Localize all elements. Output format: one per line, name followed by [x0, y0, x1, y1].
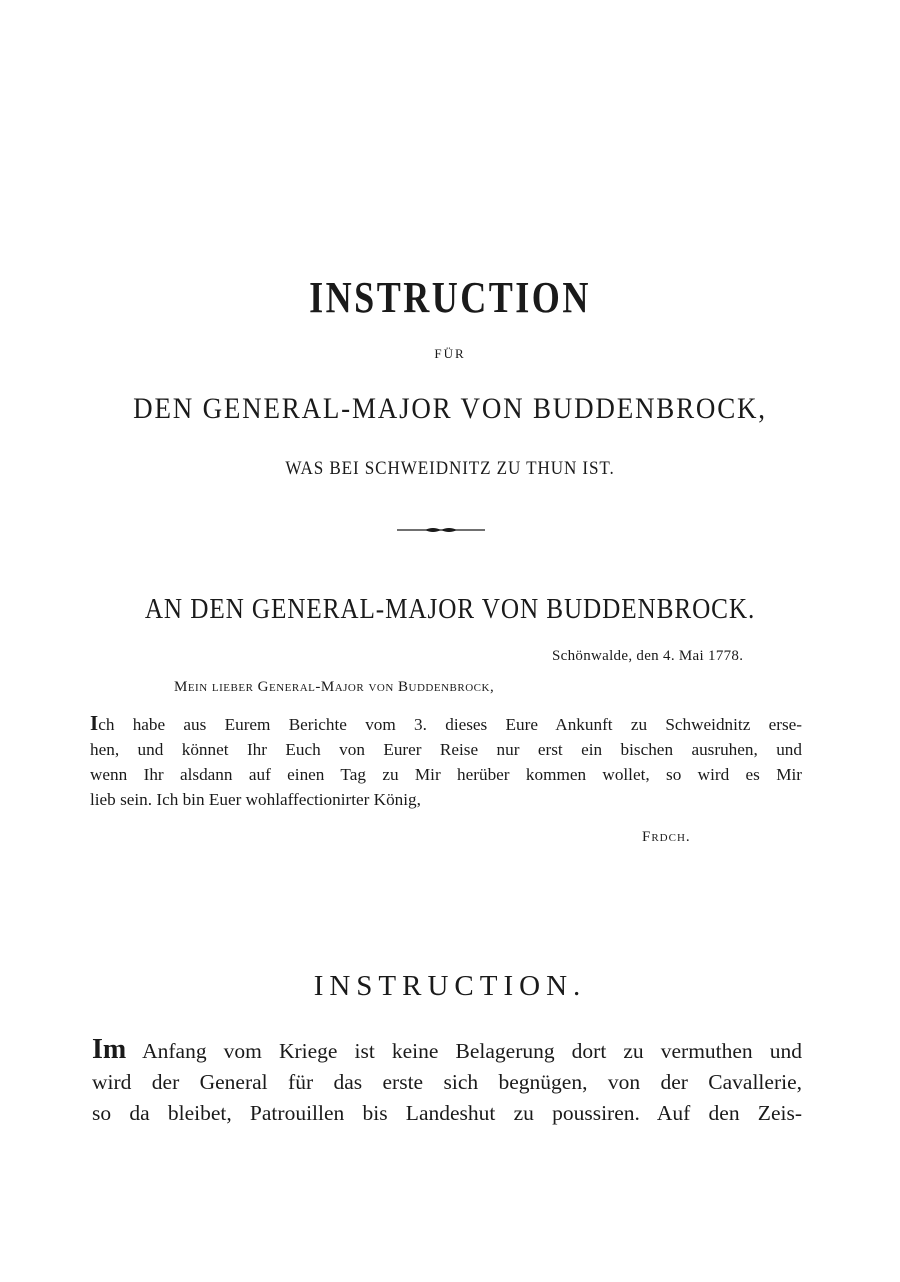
instruction-line: [92, 1034, 802, 1067]
instruction-line-text: Anfang vom Kriege ist keine Belagerung dort zu vermuthen und: [126, 1039, 802, 1063]
letter-line: lieb sein. Ich bin Euer wohlaffectionirter König,: [90, 790, 421, 809]
letter-body: [90, 711, 802, 812]
letter-line: wenn Ihr alsdann auf einen Tag zu Mir herüber kommen wollet, so wird es Mir: [90, 765, 802, 784]
letter-heading: AN DEN GENERAL-MAJOR VON BUDDENBROCK.: [144, 594, 756, 625]
title-subject: WAS BEI SCHWEIDNITZ ZU THUN IST.: [285, 458, 615, 479]
instruction-body: [92, 1034, 802, 1129]
letter-line: hen, und könnet Ihr Euch von Eurer Reise nur erst ein bischen ausruhen, und: [90, 740, 802, 759]
instruction-line: so da bleibet, Patrouillen bis Landeshut zu poussiren. Auf den Zeis-: [92, 1101, 802, 1125]
title-fur: FÜR: [434, 346, 466, 361]
instruction-initial: Im: [92, 1034, 127, 1065]
letter-line: [90, 711, 802, 737]
title-recipient: DEN GENERAL-MAJOR VON BUDDENBROCK,: [133, 392, 767, 425]
letter-salutation: Mein lieber General-Major von Buddenbrock,: [174, 679, 495, 695]
letter-signature: Frdch.: [642, 829, 691, 845]
instruction-line: wird der General für das erste sich begnügen, von der Cavallerie,: [92, 1070, 802, 1094]
letter-date: Schönwalde, den 4. Mai 1778.: [552, 648, 744, 664]
page-title: INSTRUCTION: [309, 273, 591, 322]
letter-line-text: ch habe aus Eurem Berichte vom 3. dieses Eure Ankunft zu Schweidnitz erse-: [98, 715, 802, 734]
decorative-rule-icon: [395, 525, 487, 535]
letter-initial: I: [90, 711, 99, 735]
instruction-heading: INSTRUCTION.: [313, 970, 587, 1002]
